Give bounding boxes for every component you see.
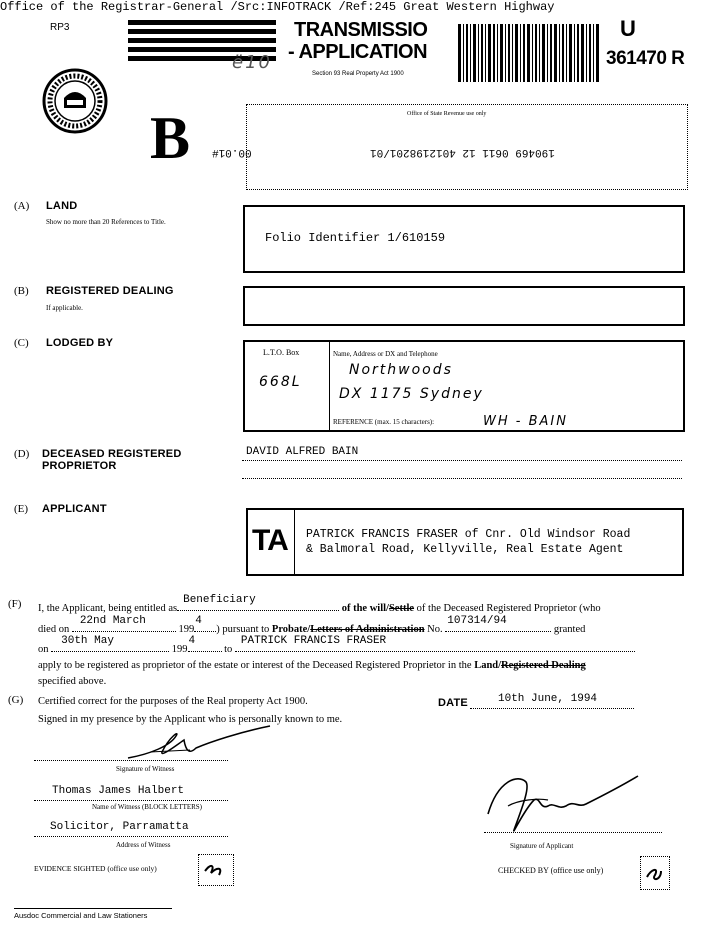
date-label: DATE [438, 697, 468, 709]
f-text-4a: apply to be registered as proprietor of the estate or interest of the Deceased Registered Proprietor in the [38, 660, 472, 671]
witness-address-label: Address of Witness [116, 841, 171, 849]
witness-address-line[interactable] [34, 821, 228, 837]
f-fill-probate-no[interactable]: 107314/94 [447, 615, 507, 627]
witness-name-value: Thomas James Halbert [52, 785, 185, 797]
applicant-signature-label: Signature of Applicant [510, 842, 574, 850]
form-title-line1: TRANSMISSIO [294, 19, 428, 41]
section-a-title: LAND [46, 200, 78, 212]
initials-mark-icon [199, 855, 229, 881]
f-fill-entitled-as[interactable]: Beneficiary [183, 594, 256, 606]
land-value: Folio Identifier 1/610159 [265, 231, 446, 245]
checked-by-label: CHECKED BY (office use only) [498, 866, 604, 875]
f-struck-registered-dealing: Registered Dealing [501, 660, 586, 671]
revenue-stamp-right: 190469 0611 12 4012198201/01 [370, 146, 555, 158]
deceased-line-2[interactable] [242, 468, 682, 479]
form-type-letter: B [150, 105, 191, 171]
applicant-line1[interactable]: PATRICK FRANCIS FRASER of Cnr. Old Windsor Road [306, 528, 631, 541]
evidence-sighted-box[interactable] [198, 854, 234, 886]
f-fill-died-year[interactable]: 4 [195, 615, 202, 627]
applicant-signature-line[interactable] [484, 832, 662, 833]
applicant-signature-icon [478, 770, 648, 840]
date-value: 10th June, 1994 [498, 693, 598, 705]
deceased-line[interactable] [242, 446, 682, 461]
section-f-line3 [38, 635, 635, 655]
section-g-letter: (G) [8, 694, 24, 706]
witness-address-value: Solicitor, Parramatta [50, 821, 189, 833]
f-text-2a: died on [38, 624, 70, 635]
applicant-box [246, 508, 684, 576]
section-f-letter: (F) [8, 598, 22, 610]
witness-signature-line[interactable] [34, 760, 228, 761]
f-text-2e: granted [553, 624, 586, 635]
form-code: RP3 [50, 22, 70, 33]
lodged-by-name-line2[interactable]: DX 1175 Sydney [339, 386, 484, 402]
f-fill-granted-to[interactable]: PATRICK FRANCIS FRASER [240, 635, 387, 647]
lodged-by-name-line1[interactable]: Northwoods [349, 362, 453, 378]
section-c-letter: (C) [14, 337, 29, 349]
f-text-1a: I, the Applicant, being entitled as [38, 603, 178, 614]
checked-by-box[interactable] [640, 856, 670, 890]
f-text-land: Land/ [474, 660, 502, 671]
act-reference: Section 93 Real Property Act 1900 [312, 71, 404, 77]
witness-name-line[interactable] [34, 785, 228, 801]
revenue-stamp-left: 00.01# [212, 146, 252, 158]
state-revenue-label: Office of State Revenue use only [407, 111, 487, 117]
section-f-line1 [38, 594, 678, 614]
f-text-2c: ) pursuant to [216, 624, 270, 635]
section-e-letter: (E) [14, 503, 29, 515]
reference-label: REFERENCE (max. 15 characters): [333, 418, 435, 426]
f-text-2d: No. [427, 624, 443, 635]
lodged-by-name-label: Name, Address or DX and Telephone [333, 350, 438, 358]
section-e-title: APPLICANT [42, 503, 107, 515]
land-box[interactable] [243, 205, 685, 273]
section-c-title: LODGED BY [46, 337, 114, 349]
witness-signature-label: Signature of Witness [116, 765, 175, 773]
f-text-2b: 199 [178, 624, 195, 635]
form-title-line2: - APPLICATION [288, 41, 428, 63]
barcode-number: 361470 R [606, 48, 685, 69]
section-d-letter: (D) [14, 448, 30, 460]
f-text-3a: on [38, 644, 49, 655]
evidence-sighted-label: EVIDENCE SIGHTED (office use only) [34, 864, 157, 873]
witness-name-label: Name of Witness (BLOCK LETTERS) [92, 803, 203, 811]
footer-stationer: Ausdoc Commercial and Law Stationers [14, 911, 148, 920]
f-text-1b: of the will/ [341, 603, 389, 614]
f-struck-settlement: Settle [388, 603, 415, 614]
registered-dealing-box[interactable] [243, 286, 685, 326]
applicant-line2[interactable]: & Balmoral Road, Kellyville, Real Estate Agent [306, 543, 624, 556]
f-text-1c: of the Deceased Registered Proprietor (who [416, 603, 601, 614]
section-b-letter: (B) [14, 285, 29, 297]
footer-rule [14, 908, 172, 909]
deceased-value: DAVID ALFRED BAIN [246, 446, 359, 458]
barcode-icon [458, 24, 600, 82]
registrar-seal-icon [42, 68, 108, 134]
section-f-line5: specified above. [38, 676, 107, 687]
corner-letter: U [620, 16, 636, 41]
section-f-line2 [38, 615, 586, 635]
section-g-line1: Certified correct for the purposes of the Real property Act 1900. [38, 696, 308, 707]
section-d-title [42, 448, 182, 472]
date-line[interactable] [470, 693, 634, 709]
applicant-badge: TA [252, 524, 288, 557]
f-struck-letters-admin: Letters of Administration [310, 624, 425, 635]
checked-initials-icon [641, 857, 667, 885]
f-text-3c: to [224, 644, 233, 655]
lto-box-value[interactable]: 668L [259, 374, 302, 390]
f-text-probate: Probate/ [271, 624, 311, 635]
f-fill-granted-year[interactable]: 4 [188, 635, 196, 647]
reference-value[interactable]: WH - BAIN [483, 414, 568, 429]
f-fill-granted-on[interactable]: 30th May [61, 635, 114, 647]
header-strip: Office of the Registrar-General /Src:INFOTRACK /Ref:245 Great Western Highway [0, 0, 555, 14]
section-b-note: If applicable. [46, 304, 83, 312]
f-fill-died-on[interactable]: 22nd March [79, 615, 146, 627]
handwritten-note: ë10 [232, 52, 272, 73]
section-g-line2: Signed in my presence by the Applicant who is personally known to me. [38, 714, 343, 725]
section-f-line4 [38, 660, 586, 671]
section-d-title-line2: PROPRIETOR [42, 460, 117, 472]
section-a-letter: (A) [14, 200, 30, 212]
section-d-title-line1: DECEASED REGISTERED [42, 448, 182, 460]
lto-box-label: L.T.O. Box [263, 348, 300, 357]
f-text-3b: 199 [171, 644, 188, 655]
section-a-note: Show no more than 20 References to Title. [46, 218, 166, 226]
lodged-by-box [243, 340, 685, 432]
section-b-title: REGISTERED DEALING [46, 285, 174, 297]
